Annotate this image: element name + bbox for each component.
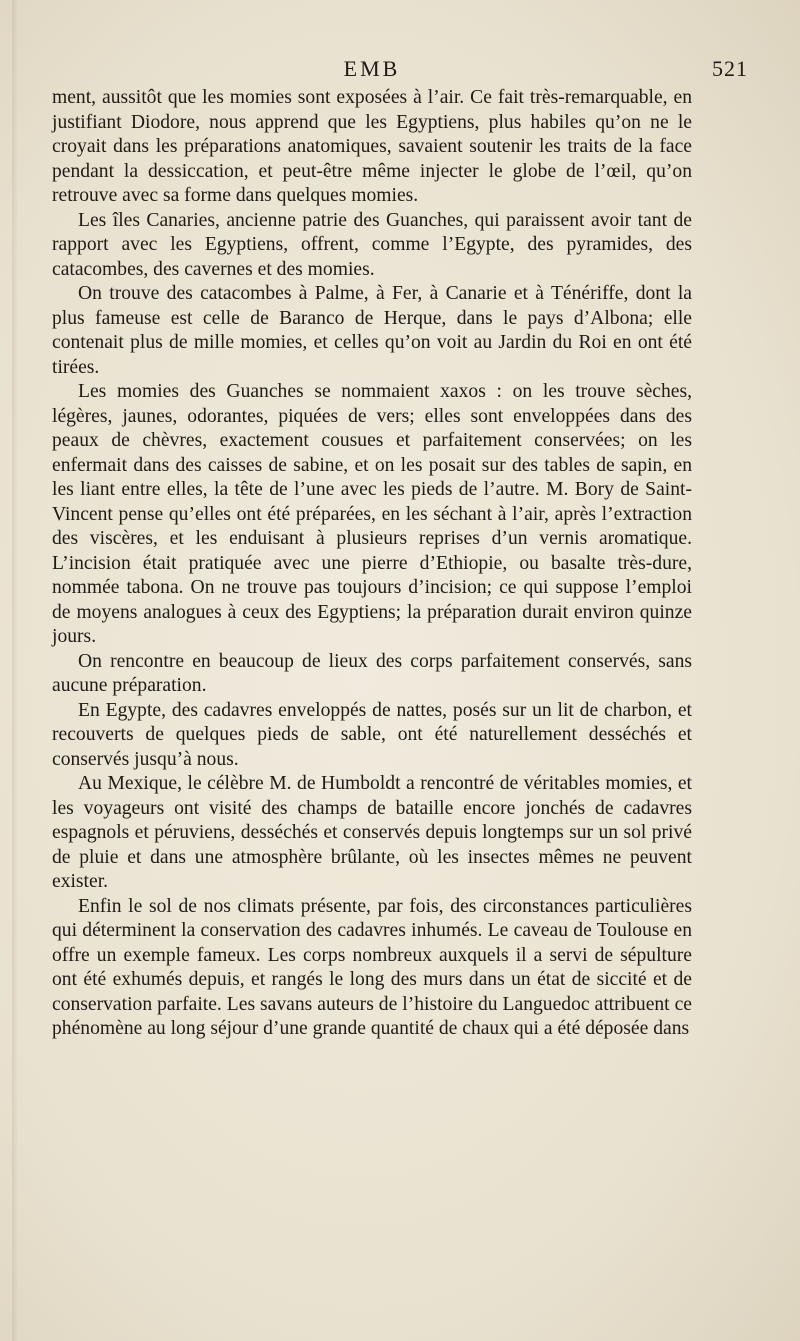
paragraph-1: ment, aussitôt que les momies sont exposées à l’air. Ce fait très-remarquable, en justifiant Diodore, nous apprend que les Egyptiens, plus habiles qu’on ne le croyait dans les préparations anatomiques, savaient soutenir les traits de la face pendant la dessiccation, et peut-être même injecter le globe de l’œil, qu’on retrouve avec sa forme dans quelques momies. <box>52 87 692 206</box>
paragraph-6: En Egypte, des cadavres enveloppés de nattes, posés sur un lit de charbon, et recouverts de quelques pieds de sable, ont été naturellement desséchés et conservés jusqu’à nous. <box>52 699 692 770</box>
page-gutter-shadow <box>12 0 18 1341</box>
paragraph-4: Les momies des Guanches se nommaient xaxos : on les trouve sèches, légères, jaunes, odorantes, piquées de vers; elles sont enveloppées dans des peaux de chèvres, exactement cousues et parfaitement conservées; on les enfermait dans des caisses de sabine, et on les posait sur des tables de sapin, en les liant entre elles, la tête de l’une avec les pieds de l’autre. M. Bory de Saint-Vincent pense qu’elles ont été préparées, en les séchant à l’air, après l’extraction des viscères, et les enduisant à plusieurs reprises d’un vernis aromatique. L’incision était pratiquée avec une pierre d’Ethiopie, ou basalte très-dure, nommée tabona. On ne trouve pas toujours d’incision; ce qui suppose l’emploi de moyens analogues à ceux des Egyptiens; la préparation durait environ quinze jours. <box>52 381 692 647</box>
paragraph-8: Enfin le sol de nos climats présente, par fois, des circonstances particulières qui déterminent la conservation des cadavres inhumés. Le caveau de Toulouse en offre un exemple fameux. Les corps nombreux auxquels il a servi de sépulture ont été exhumés depuis, et rangés le long des murs dans un état de siccité et de conservation parfaite. Les savans auteurs de l’histoire du Languedoc attribuent ce phénomène au long séjour d’une grande quantité de chaux qui a été déposée dans <box>52 895 692 1039</box>
paragraph-5: On rencontre en beaucoup de lieux des corps parfaitement conservés, sans aucune préparation. <box>52 650 692 696</box>
body-text <box>52 86 692 1042</box>
paragraph-3: On trouve des catacombes à Palme, à Fer, à Canarie et à Ténériffe, dont la plus fameuse est celle de Baranco de Herque, dans le pays d’Albona; elle contenait plus de mille momies, et celles qu’on voit au Jardin du Roi en ont été tirées. <box>52 283 692 378</box>
running-title: EMB <box>343 56 401 81</box>
running-header <box>52 56 748 86</box>
paragraph-7: Au Mexique, le célèbre M. de Humboldt a rencontré de véritables momies, et les voyageurs ont visité des champs de bataille encore jonchés de cadavres espagnols et péruviens, desséchés et conservés depuis longtemps sur un sol privé de pluie et dans une atmosphère brûlante, où les insectes mêmes ne peuvent exister. <box>52 773 692 892</box>
page-number: 521 <box>712 56 748 81</box>
paragraph-2: Les îles Canaries, ancienne patrie des Guanches, qui paraissent avoir tant de rapport avec les Egyptiens, offrent, comme l’Egypte, des pyramides, des catacombes, des cavernes et des momies. <box>52 209 692 280</box>
